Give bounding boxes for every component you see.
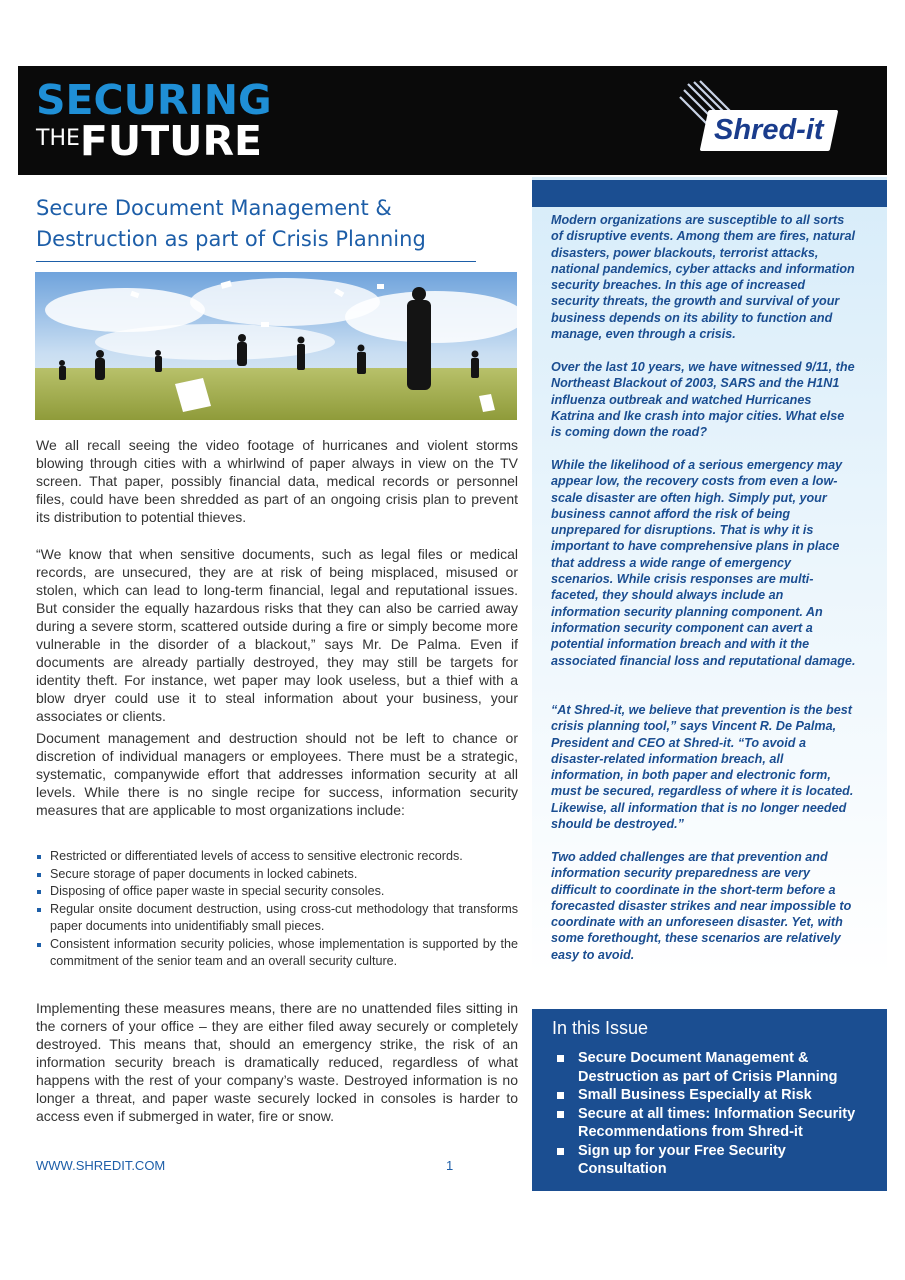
business-people-in-field-photo	[35, 272, 517, 420]
in-this-issue-title: In this Issue	[552, 1018, 649, 1038]
title-divider	[36, 261, 476, 262]
logo-text: Shred-it	[714, 114, 824, 146]
issue-contents-list	[556, 1049, 876, 1179]
list-item: Restricted or differentiated levels of access to sensitive electronic records.	[36, 848, 518, 866]
sidebar-paragraph-2: Over the last 10 years, we have witnessed 9/11, the Northeast Blackout of 2003, SARS and the H1N1 influenza outbreak and watched Hurricanes Katrina and Ike crash into major cities. What else is coming down the road?	[551, 360, 855, 440]
article-closing-paragraph: Implementing these measures means, there are no unattended files sitting in the corners of your office – they are either filed away securely or completely destroyed. This means that, should an emergency strike, the risk of an information security breach is dramatically reduced, regardless of what happens with the rest of your company’s waste. Destroyed information is no longer a threat, and paper waste securely locked in consoles is harder to access even if submerged in water, fire or snow.	[36, 1000, 518, 1124]
masthead-word-future: FUTURE	[79, 117, 263, 165]
article-paragraph-2: “We know that when sensitive documents, such as legal files or medical records, are unsecured, they are at risk of being misplaced, misused or stolen, which can lead to long-term financial, legal and reputational issues. But consider the equally hazardous risks that they can also be carried away during a severe storm, scattered outside during a fire or simply become more vulnerable in the disorder of a blackout,” says Mr. De Palma. Even if documents are already partially destroyed, they may still be targets for identity theft. For instance, wet paper may look useless, but a thief with a blow dryer could use it to steal information about your business, your associates or clients.	[36, 546, 518, 724]
list-item: Secure storage of paper documents in locked cabinets.	[36, 866, 518, 884]
list-item: Disposing of office paper waste in special security consoles.	[36, 883, 518, 901]
in-this-issue-box	[532, 1009, 887, 1191]
issue-item-free-consultation[interactable]: Sign up for your Free Security Consultation	[556, 1142, 876, 1179]
shred-it-logo	[668, 80, 868, 166]
masthead-line-securing: SECURING	[36, 76, 272, 124]
security-measures-list	[36, 848, 518, 971]
masthead-title	[36, 76, 272, 165]
masthead-banner	[18, 66, 887, 175]
page-number: 1	[446, 1158, 454, 1173]
article-paragraph-3: Document management and destruction should not be left to chance or discretion of individual managers or employees. There must be a strategic, systematic, companywide effort that addresses information security at all levels. While there is no single recipe for success, information security measures that are applicable to most organizations include:	[36, 730, 518, 818]
sidebar-paragraph-3: While the likelihood of a serious emergency may appear low, the recovery costs from even a low-scale disaster are often high. Simply put, your business cannot afford the risk of being unprepared for disruptions. That is why it is important to have comprehensive plans in place that address a wide range of emergency scenarios. While crisis responses are multi-faceted, they should always include an information security planning component. An information security component can avert a potential information breach and with it the associated financial loss and reputational damage.	[551, 458, 856, 668]
masthead-word-the: THE	[36, 126, 80, 151]
article-paragraph-1: We all recall seeing the video footage of hurricanes and violent storms blowing through cities with a whirlwind of paper always in view on the TV screen. That paper, possibly financial data, medical records or personnel files, could have been shredded as part of an ongoing crisis plan to prevent its distribution to potential thieves.	[36, 437, 518, 525]
issue-item-secure-document-management[interactable]: Secure Document Management & Destruction as part of Crisis Planning	[556, 1049, 876, 1086]
issue-item-small-business-risk[interactable]: Small Business Especially at Risk	[556, 1086, 876, 1105]
masthead-line-the-future	[36, 117, 272, 165]
sidebar-paragraph-1: Modern organizations are susceptible to all sorts of disruptive events. Among them are fires, natural disasters, power blackouts, terrorist attacks, national pandemics, cyber attacks and information security breaches. In this age of increased security threats, the growth and survival of your business depends on its ability to function and manage, even through a crisis.	[551, 213, 855, 342]
sidebar-paragraph-5: Two added challenges are that prevention and information security preparedness are very difficult to coordinate in the short-term before a forecasted disaster strikes and near impossible to coordinate with an unforeseen disaster. Yet, with some forethought, these scenarios are relatively easy to avoid.	[551, 850, 852, 962]
list-item: Consistent information security policies, whose implementation is supported by the commitment of the senior team and an overall security culture.	[36, 936, 518, 971]
article-title: Secure Document Management & Destruction as part of Crisis Planning	[36, 196, 426, 251]
issue-item-security-recommendations[interactable]: Secure at all times: Information Security Recommendations from Shred-it	[556, 1105, 876, 1142]
logo-wordmark	[700, 110, 838, 151]
sidebar-paragraph-4: “At Shred-it, we believe that prevention is the best crisis planning tool,” says Vincent R. De Palma, President and CEO at Shred-it. “To avoid a disaster-related information breach, all information, in both paper and electronic form, must be secured, regardless of where it is located. Likewise, all information that is no longer needed should be destroyed.”	[551, 703, 854, 832]
footer-website-link[interactable]: WWW.SHREDIT.COM	[36, 1158, 166, 1173]
sidebar-header-bar	[532, 180, 887, 207]
list-item: Regular onsite document destruction, using cross-cut methodology that transforms paper documents into unidentifiably small pieces.	[36, 901, 518, 936]
